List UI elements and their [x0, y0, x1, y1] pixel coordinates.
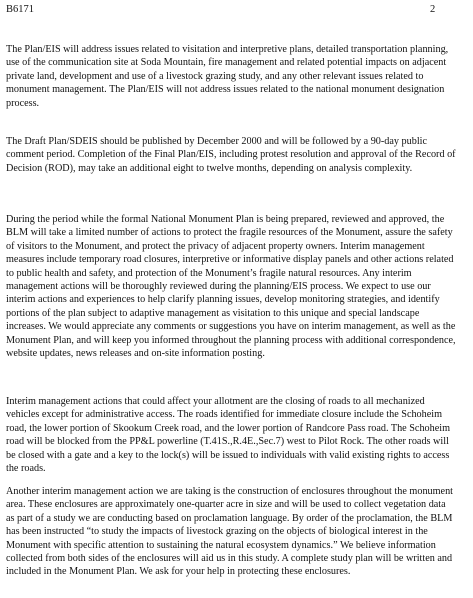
paragraph-interim-management: During the period while the formal National Monument Plan is being prepared, reviewed and approved, the BLM will take a limited number of actions to protect the fragile resources of the Monument, assure the safety of visitors to the Monument, and protect the privacy of adjacent property owners. Interim management measures include temporary road closures, interpretive or informative display panels and other actions related to public health and safety, and protection of the Monument’s fragile natural resources. Any interim management actions will be thoroughly reviewed during the planning/EIS process. We expect to use our interim actions and experiences to help clarify planning issues, develop monitoring strategies, and identify portions of the plan subject to adaptive management as visitation to this unique and special landscape increases. We would appreciate any comments or suggestions you have on interim management, as well as the Monument Plan, and will keep you informed throughout the planning process with additional correspondence, website updates, news releases and on-site information posting.	[6, 214, 456, 360]
document-id: B6171	[6, 4, 35, 15]
page-number: 2	[430, 4, 436, 15]
paragraph-enclosures: Another interim management action we are taking is the construction of enclosures throughout the monument area. These enclosures are approximately one-quarter acre in size and will be used to collect vegetation data as part of a study we are conducting based on proclamation language. By order of the proclamation, the BLM has been instructed “to study the impacts of livestock grazing on the objects of biological interest in the Monument with specific attention to sustaining the natural ecosystem dynamics.” We believe information collected from both sides of the enclosures will aid us in this study. A complete study plan will be written and included in the Monument Plan. We ask for your help in protecting these enclosures.	[6, 486, 453, 578]
paragraph-plan-eis-scope: The Plan/EIS will address issues related to visitation and interpretive plans, detailed transportation planning, use of the communication site at Soda Mountain, fire management and related potential impacts on adjacent private land, development and use of a livestock grazing study, and any other relevant issues related to monument management. The Plan/EIS will not address issues related to the national monument designation process.	[6, 44, 449, 109]
paragraph-road-closures: Interim management actions that could affect your allotment are the closing of roads to all mechanized vehicles except for administrative access. The roads identified for immediate closure include the Schoheim road, the lower portion of Skookum Creek road, and the lower portion of Randcore Pass road. The Schoheim road will be blocked from the PP&L powerline (T.41S.,R.4E.,Sec.7) west to Pilot Rock. The other roads will be closed with a gate and a key to the lock(s) will be issued to individuals with valid existing rights to access the roads.	[6, 396, 450, 475]
paragraph-draft-plan-schedule: The Draft Plan/SDEIS should be published by December 2000 and will be followed by a 90-day public comment period. Completion of the Final Plan/EIS, including protest resolution and approval of the Record of Decision (ROD), may take an additional eight to twelve months, depending on analysis complexity.	[6, 136, 456, 174]
